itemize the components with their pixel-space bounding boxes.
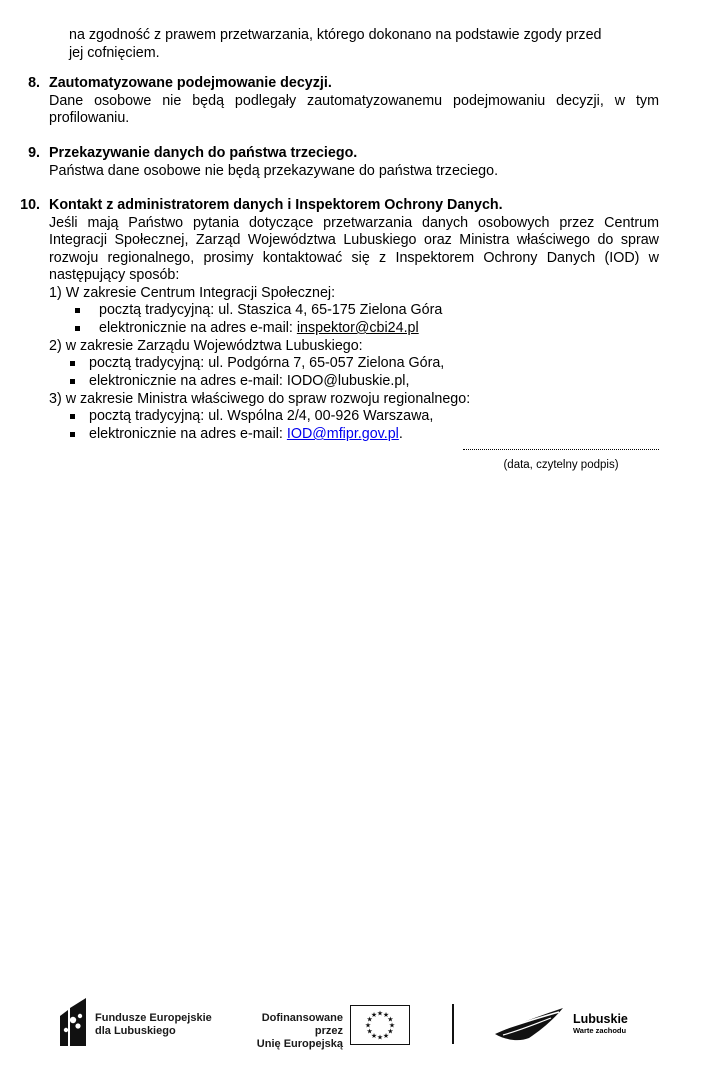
- contact-3-email-link[interactable]: IOD@mfipr.gov.pl: [286, 426, 399, 442]
- eu-star-icon: ★: [370, 1031, 378, 1040]
- bullet-icon: [75, 308, 80, 313]
- eu-line-1: Dofinansowane przez: [261, 1012, 343, 1037]
- contact-1-postal: pocztą tradycyjną: ul. Staszica 4, 65-175 Zielona Góra: [99, 302, 443, 318]
- intro-line-2: jej cofnięciem.: [69, 44, 160, 61]
- lubuskie-text: [573, 1012, 628, 1035]
- contact-2-postal: pocztą tradycyjną: ul. Podgórna 7, 65-057 Zielona Góra,: [89, 355, 445, 371]
- bullet-icon: [70, 361, 75, 366]
- contact-1: [49, 285, 659, 303]
- eu-star-icon: ★: [364, 1021, 372, 1030]
- eu-star-icon: ★: [388, 1021, 396, 1030]
- contact-3-email-suffix: .: [398, 426, 403, 442]
- bullet-icon: [70, 414, 75, 419]
- section-8-title: Zautomatyzowane podejmowanie decyzji.: [49, 75, 332, 91]
- contact-2-email-suffix: ,: [405, 373, 410, 389]
- section-9-number: 9.: [28, 145, 40, 161]
- contact-1-label: W zakresie Centrum Integracji Społecznej:: [65, 285, 336, 301]
- footer-divider: [452, 1004, 454, 1044]
- fe-text: [95, 1012, 212, 1038]
- eu-star-icon: ★: [370, 1011, 378, 1020]
- eu-star-icon: ★: [387, 1015, 394, 1024]
- intro-line-1: na zgodność z prawem przetwarzania, którego dokonano na podstawie zgody przed: [69, 27, 602, 43]
- contact-3-postal: pocztą tradycyjną: ul. Wspólna 2/4, 00-926 Warszawa,: [89, 408, 434, 424]
- section-9: [49, 145, 659, 180]
- contact-3: [49, 391, 659, 409]
- contact-1-email-line: [99, 320, 419, 338]
- contact-2: [49, 338, 659, 356]
- section-10-number: 10.: [20, 197, 40, 213]
- contact-2-email-prefix: elektronicznie na adres e-mail:: [89, 373, 287, 389]
- contact-1-number: 1): [49, 285, 62, 301]
- contact-2-label: w zakresie Zarządu Województwa Lubuskiego:: [65, 338, 363, 354]
- section-10-title: Kontakt z administratorem danych i Inspektorem Ochrony Danych.: [49, 197, 503, 213]
- contact-3-number: 3): [49, 391, 62, 407]
- lubuskie-logo-icon: [493, 1004, 571, 1044]
- contact-1-email-link[interactable]: inspektor@cbi24.pl: [296, 320, 419, 336]
- section-10-body: Jeśli mają Państwo pytania dotyczące przetwarzania danych osobowych przez Centrum Integracji Społecznej, Zarząd Województwa Lubuskiego oraz Ministra właściwego do spraw rozwoju regionalnego, prosimy kontaktować się z Inspektorem Ochrony Danych (IOD) w następujący sposób:: [49, 214, 659, 284]
- eu-star-icon: ★: [376, 1033, 384, 1042]
- footer-logos: [0, 990, 702, 1060]
- fe-line-2: dla Lubuskiego: [95, 1025, 176, 1037]
- eu-star-icon: ★: [387, 1027, 394, 1036]
- lubuskie-name: Lubuskie: [573, 1012, 628, 1026]
- fundusze-europejskie-logo-icon: [58, 996, 88, 1048]
- contact-1-email-prefix: elektronicznie na adres e-mail:: [99, 320, 297, 336]
- eu-star-icon: ★: [376, 1009, 384, 1018]
- contact-2-number: 2): [49, 338, 62, 354]
- eu-line-2: Unię Europejską: [256, 1038, 343, 1050]
- eu-text: [232, 1012, 343, 1051]
- section-9-body: Państwa dane osobowe nie będą przekazywane do państwa trzeciego.: [49, 162, 499, 179]
- signature-line: [463, 449, 659, 450]
- signature-caption: (data, czytelny podpis): [503, 459, 619, 471]
- eu-star-icon: ★: [366, 1015, 373, 1024]
- contact-2-email-line: [89, 373, 409, 391]
- contact-3-label: w zakresie Ministra właściwego do spraw rozwoju regionalnego:: [65, 391, 471, 407]
- eu-star-icon: ★: [382, 1031, 390, 1040]
- section-8-body: Dane osobowe nie będą podlegały zautomatyzowanemu podejmowaniu decyzji, w tym profilowaniu.: [49, 92, 659, 127]
- eu-star-icon: ★: [382, 1011, 390, 1020]
- eu-flag-icon: [350, 1005, 410, 1045]
- contact-3-email-prefix: elektronicznie na adres e-mail:: [89, 426, 287, 442]
- section-10: [49, 197, 659, 285]
- eu-star-icon: ★: [366, 1027, 373, 1036]
- contact-3-email-line: [89, 426, 403, 444]
- lubuskie-tagline: Warte zachodu: [573, 1026, 627, 1035]
- fe-line-1: Fundusze Europejskie: [95, 1012, 212, 1024]
- intro-text: [69, 27, 659, 62]
- bullet-icon: [75, 326, 80, 331]
- section-9-title: Przekazywanie danych do państwa trzeciego.: [49, 145, 358, 161]
- section-8: [49, 75, 659, 128]
- bullet-icon: [70, 432, 75, 437]
- contact-2-email-link[interactable]: IODO@lubuskie.pl: [286, 373, 406, 389]
- section-8-number: 8.: [28, 75, 40, 91]
- bullet-icon: [70, 379, 75, 384]
